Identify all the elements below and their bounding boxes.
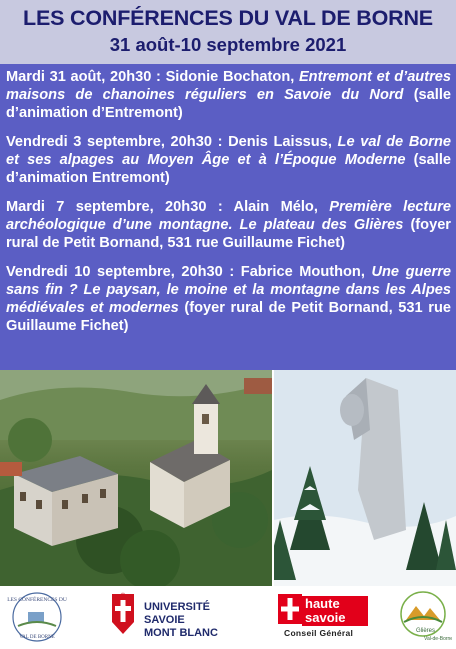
val-de-borne-logo — [4, 588, 70, 644]
event-item — [6, 198, 451, 252]
glieres-logo — [394, 588, 452, 644]
event-place: (foyer rural de Petit Bornand, 531 rue Guillaume Fichet) — [6, 217, 451, 251]
usmb-shield-icon — [106, 588, 140, 644]
svg-text:♛: ♛ — [120, 593, 126, 599]
event-title: Première lecture archéologique d’une montagne. Le plateau des Glières — [6, 199, 451, 233]
poster-dates: 31 août-10 septembre 2021 — [109, 34, 347, 55]
event-item — [6, 263, 451, 335]
val-de-borne-top: LES CONFÉRENCES DU — [7, 597, 67, 603]
events-panel — [0, 64, 456, 370]
village-church-photo — [0, 370, 272, 586]
val-de-borne-bottom: VAL DE BORNE — [19, 635, 55, 640]
haute-savoie-sub: Conseil Général — [284, 628, 354, 638]
event-title: Entremont et d’autres maisons de chanoines réguliers en Savoie du Nord — [6, 69, 451, 103]
poster-title: LES CONFÉRENCES DU VAL DE BORNE — [23, 6, 433, 30]
haute-savoie-logo — [276, 588, 368, 644]
glieres-line1: Glières — [416, 628, 436, 634]
event-title: Le val de Borne et ses alpages au Moyen Âge et à l’Époque Moderne — [6, 134, 451, 168]
event-place: (salle d’animation d’Entremont) — [6, 87, 452, 121]
event-item — [6, 68, 451, 122]
event-when: Mardi 7 septembre, 20h30 : — [6, 199, 234, 215]
event-when: Mardi 31 août, 20h30 : — [6, 69, 166, 85]
usmb-line2: SAVOIE — [144, 614, 185, 626]
glieres-line2: Val-de-Borne — [424, 636, 452, 642]
poster-header — [0, 0, 456, 64]
event-speaker: Sidonie Bochaton, — [165, 69, 299, 85]
event-speaker: Denis Laissus, — [228, 134, 338, 150]
event-speaker: Fabrice Mouthon, — [240, 264, 372, 280]
usmb-line3: MONT BLANC — [144, 627, 218, 639]
village-church-illustration — [0, 370, 272, 586]
glieres-monument-photo — [274, 370, 456, 586]
glieres-emblem — [394, 588, 452, 644]
event-place: (salle d’animation Entremont) — [6, 152, 451, 186]
savoie-cross-icon — [278, 594, 304, 628]
haute-savoie-name: haute savoie — [302, 596, 368, 626]
event-place: (foyer rural de Petit Bornand, 531 rue Guillaume Fichet) — [6, 300, 451, 334]
monument-illustration — [274, 370, 456, 586]
event-item — [6, 133, 451, 187]
usmb-logo — [106, 588, 234, 644]
usmb-line1: UNIVERSITÉ — [144, 601, 211, 613]
event-speaker: Alain Mélo, — [233, 199, 330, 215]
logo-strip — [0, 586, 456, 647]
event-when: Vendredi 10 septembre, 20h30 : — [6, 264, 241, 280]
event-title: Une guerre sans fin ? Le paysan, le moine et la montagne dans les Alpes médiévales et modernes — [6, 264, 452, 316]
usmb-name — [144, 601, 218, 640]
event-when: Vendredi 3 septembre, 20h30 : — [6, 134, 229, 150]
val-de-borne-emblem — [4, 588, 70, 644]
